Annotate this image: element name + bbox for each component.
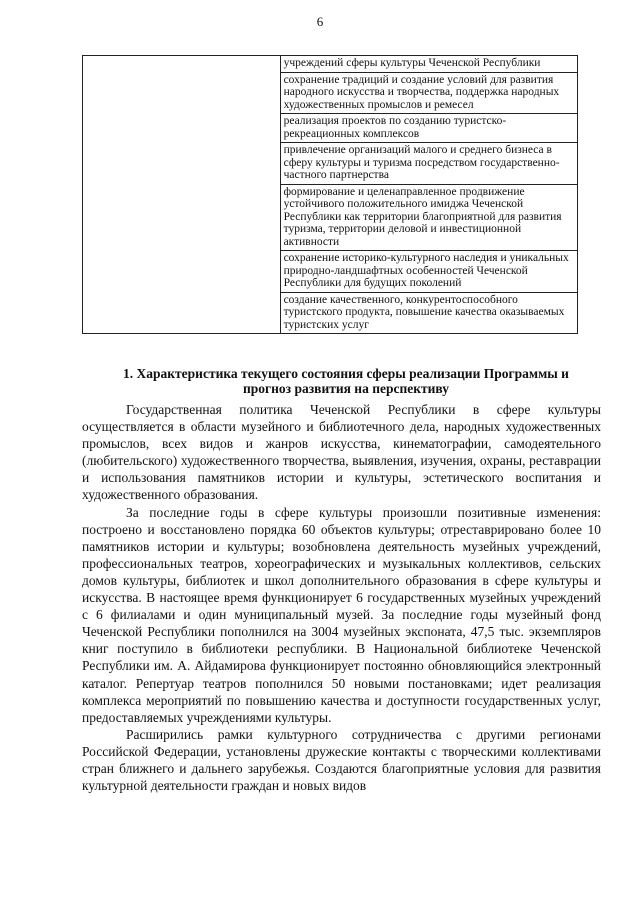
table-row xyxy=(83,56,578,73)
section-heading: 1. Характеристика текущего состояния сферы реализации Программы и прогноз развития на перспективу xyxy=(123,366,569,396)
paragraph: Государственная политика Чеченской Республики в сфере культуры осуществляется в области музейного и библиотечного дела, народных художественных промыслов, всех видов и жанров искусства, кинематографии, самодеятельного (любительского) художественного творчества, выявления, изучения, охраны, реставрации и использования памятников истории и культуры, эстетического воспитания и художественного образования. xyxy=(82,402,601,503)
page-number: 6 xyxy=(316,14,324,29)
table-cell: реализация проектов по созданию туристско-рекреационных комплексов xyxy=(280,114,577,143)
table-cell: сохранение историко-культурного наследия и уникальных природно-ландшафтных особенностей Чеченской Республики для будущих поколений xyxy=(280,251,577,293)
paragraph: За последние годы в сфере культуры произошли позитивные изменения: построено и восстановлено порядка 60 объектов культуры; отреставрировано более 10 памятников истории и культуры; возобновлена деятельность музейных учреждений, профессиональных театров, хореографических и музыкальных коллективов, сельских домов культуры, библиотек и школ дополнительного образования в сфере культуры и искусства. В настоящее время функционирует 6 государственных музейных учреждений с 6 филиалами и один муниципальный музей. За последние годы музейный фонд Чеченской Республики пополнился на 3004 музейных экспоната, 47,5 тыс. экземпляров книг поступило в библиотеки республики. В Национальной библиотеке Чеченской Республики им. А. Айдамирова функционирует постоянно обновляющийся электронный каталог. Репертуар театров пополнился 50 новыми постановками; идет реализация комплекса мероприятий по повышению качества и доступности государственных услуг, предоставляемых учреждениями культуры. xyxy=(82,504,601,725)
table-cell: создание качественного, конкурентоспособного туристского продукта, повышение качества оказываемых туристских услуг xyxy=(280,292,577,334)
table-cell: учреждений сферы культуры Чеченской Республики xyxy=(280,56,577,73)
paragraph: Расширились рамки культурного сотрудничества с другими регионами Российской Федерации, установлены дружеские контакты с творческими коллективами стран ближнего и дальнего зарубежья. Создаются благоприятные условия для развития культурной деятельности граждан и новых видов xyxy=(82,726,601,794)
section-body xyxy=(82,401,601,794)
table-cell: привлечение организаций малого и среднего бизнеса в сферу культуры и туризма посредством государственно-частного партнерства xyxy=(280,143,577,185)
table-cell: формирование и целенаправленное продвижение устойчивого положительного имиджа Чеченской Республики как территории благоприятной для развития туризма, территории деловой и инвестиционной активности xyxy=(280,184,577,251)
table-cell: сохранение традиций и создание условий для развития народного искусства и творчества, поддержка народных художественных промыслов и ремесел xyxy=(280,72,577,114)
goals-table xyxy=(82,55,578,334)
table-empty-cell xyxy=(83,56,281,334)
